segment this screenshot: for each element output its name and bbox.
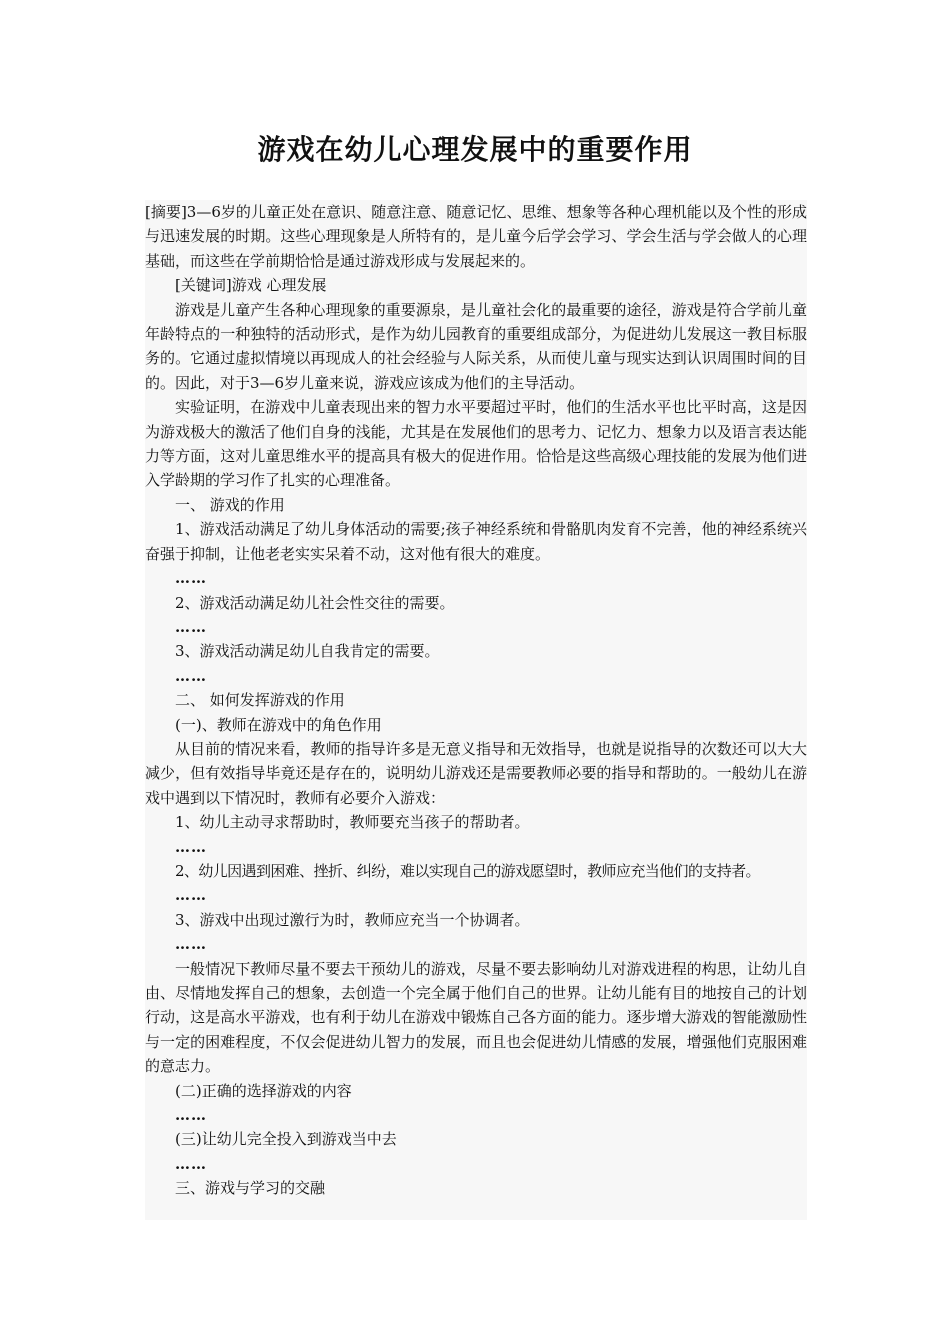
section-1-item-2: 2、游戏活动满足幼儿社会性交往的需要。 (175, 593, 455, 612)
section-2-subheading-3: (三)让幼儿完全投入到游戏当中去 (175, 1130, 397, 1149)
section-heading-2: 二、 如何发挥游戏的作用 (175, 691, 345, 710)
section-2-subheading-1: (一)、教师在游戏中的角色作用 (175, 715, 382, 734)
section-2-item-1: 1、幼儿主动寻求帮助时，教师要充当孩子的帮助者。 (175, 813, 530, 832)
abstract-paragraph: [摘要]3—6岁的儿童正处在意识、随意注意、随意记忆、思维、想象等各种心理机能以及个性的形成与迅速发展的时期。这些心理现象是人所特有的，是儿童今后学会学习、学会生活与学会做人的心理基础，而这些在学前期恰恰是通过游戏形成与发展起来的。 (145, 203, 807, 270)
document-body (145, 200, 807, 1220)
document-title: 游戏在幼儿心理发展中的重要作用 (257, 133, 693, 166)
section-1-item-3: 3、游戏活动满足幼儿自我肯定的需要。 (175, 642, 440, 661)
ellipsis-marker: …… (175, 886, 207, 905)
section-heading-3: 三、游戏与学习的交融 (175, 1179, 326, 1198)
section-2-item-2: 2、幼儿因遇到困难、挫折、纠纷，难以实现自己的游戏愿望时，教师应充当他们的支持者。 (175, 861, 760, 880)
ellipsis-marker: …… (175, 837, 207, 856)
section-2-paragraph-2: 一般情况下教师尽量不要去干预幼儿的游戏，尽量不要去影响幼儿对游戏进程的构思，让幼儿自由、尽情地发挥自己的想象，去创造一个完全属于他们自己的世界。让幼儿能有目的地按自己的计划行动，这是高水平游戏，也有利于幼儿在游戏中锻炼自己各方面的能力。逐步增大游戏的智能激励性与一定的困难程度，不仅会促进幼儿智力的发展，而且也会促进幼儿情感的发展，增强他们克服困难的意志力。 (145, 959, 807, 1076)
ellipsis-marker: …… (175, 935, 207, 954)
keywords-line: [关键词]游戏 心理发展 (175, 276, 327, 295)
section-1-item-1: 1、游戏活动满足了幼儿身体活动的需要;孩子神经系统和骨骼肌肉发育不完善，他的神经系统兴奋强于抑制，让他老老实实呆着不动，这对他有很大的难度。 (145, 520, 807, 563)
ellipsis-marker: …… (175, 1154, 207, 1173)
intro-paragraph-2: 实验证明，在游戏中儿童表现出来的智力水平要超过平时，他们的生活水平也比平时高，这是因为游戏极大的激活了他们自身的浅能，尤其是在发展他们的思考力、记忆力、想象力以及语言表达能力等方面，这对儿童思维水平的提高具有极大的促进作用。恰恰是这些高级心理技能的发展为他们进入学龄期的学习作了扎实的心理准备。 (145, 398, 807, 490)
ellipsis-marker: …… (175, 1106, 207, 1125)
section-heading-1: 一、 游戏的作用 (175, 495, 285, 514)
section-2-subheading-2: (二)正确的选择游戏的内容 (175, 1081, 352, 1100)
ellipsis-marker: …… (175, 617, 207, 636)
intro-paragraph-1: 游戏是儿童产生各种心理现象的重要源泉，是儿童社会化的最重要的途径，游戏是符合学前儿童年龄特点的一种独特的活动形式，是作为幼儿园教育的重要组成部分，为促进幼儿发展这一教目标服务的。它通过虚拟情境以再现成人的社会经验与人际关系，从而使儿童与现实达到认识周围时间的目的。因此，对于3—6岁儿童来说，游戏应该成为他们的主导活动。 (145, 300, 807, 392)
ellipsis-marker: …… (175, 569, 207, 588)
section-2-item-3: 3、游戏中出现过激行为时，教师应充当一个协调者。 (175, 910, 530, 929)
ellipsis-marker: …… (175, 666, 207, 685)
section-2-paragraph-1: 从目前的情况来看，教师的指导许多是无意义指导和无效指导，也就是说指导的次数还可以大大减少，但有效指导毕竟还是存在的，说明幼儿游戏还是需要教师必要的指导和帮助的。一般幼儿在游戏中遇到以下情况时，教师有必要介入游戏： (145, 739, 807, 807)
